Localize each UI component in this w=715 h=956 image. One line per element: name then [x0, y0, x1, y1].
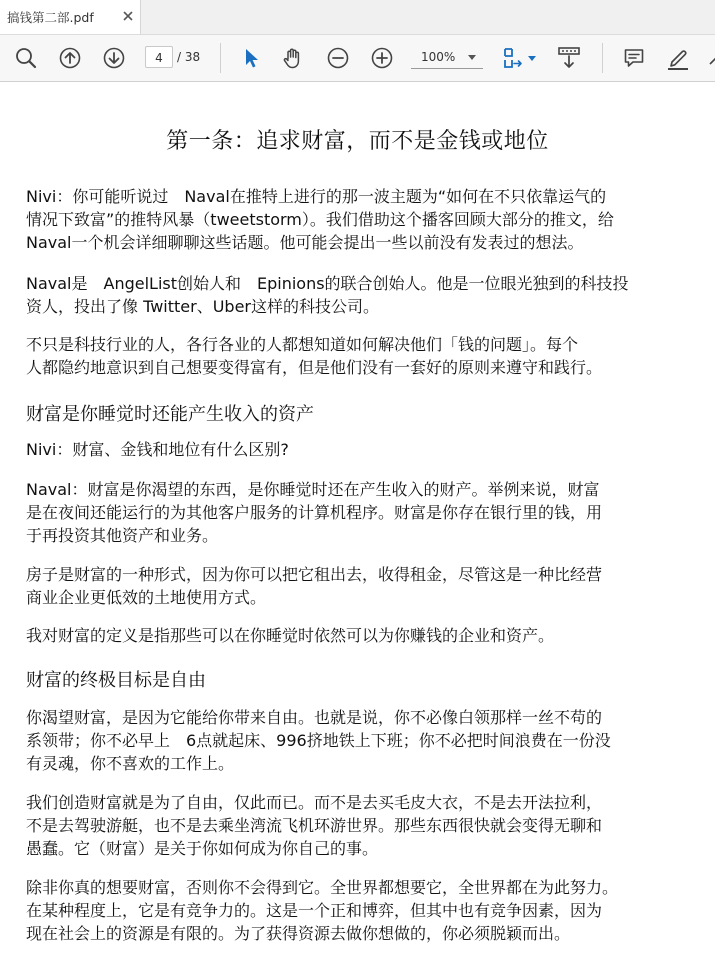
page-up-icon	[58, 46, 82, 70]
text-line: 你渴望财富，是因为它能给你带来自由。也就是说，你不必像白领那样一丝不苟的	[26, 708, 603, 727]
paragraph	[26, 333, 694, 379]
page-title: 第一条：追求财富，而不是金钱或地位	[166, 129, 549, 154]
chevron-down-icon	[468, 55, 476, 60]
text-line: 有灵魂，你不喜欢的工作上。	[26, 754, 235, 773]
close-tab-button[interactable]	[120, 8, 136, 24]
text-line: Naval：财富是你渴望的东西，是你睡觉时还在产生收入的财产。举例来说，财富	[26, 480, 600, 499]
select-pointer-icon	[239, 46, 263, 70]
close-icon	[120, 8, 136, 24]
text-line: 愚蠢。它（财富）是关于你如何成为你自己的事。	[26, 839, 379, 858]
hand-tool-icon	[281, 46, 305, 70]
paragraph	[26, 438, 694, 461]
text-line: 除非你真的想要财富，否则你不会得到它。全世界都想要它，全世界都在为此努力。	[26, 878, 619, 897]
text-line: 资人，投出了像 Twitter、Uber这样的科技公司。	[26, 297, 380, 316]
text-line: Naval是 AngelList创始人和 Epinions的联合创始人。他是一位眼光独到的科技投	[26, 274, 629, 293]
select-tool-button[interactable]	[238, 45, 264, 71]
text-line: Nivi：你可能听说过 Naval在推特上进行的那一波主题为“如何在不只依靠运气的	[26, 187, 607, 206]
scroll-mode-icon	[556, 45, 582, 71]
text-line: Naval一个机会详细聊聊这些话题。他可能会提出一些以前没有发表过的想法。	[26, 233, 584, 252]
toolbar-divider	[220, 43, 221, 73]
paragraph	[26, 185, 694, 254]
page-down-icon	[102, 46, 126, 70]
text-line: 情况下致富”的推特风暴（tweetstorm）。我们借助这个播客回顾大部分的推文，给	[26, 210, 614, 229]
text-line: 不只是科技行业的人，各行各业的人都想知道如何解决他们「钱的问题」。每个	[26, 335, 579, 354]
text-line: 人都隐约地意识到自己想要变得富有，但是他们没有一套好的原则来遵守和践行。	[26, 358, 603, 377]
text-line: 房子是财富的一种形式，因为你可以把它租出去，收得租金，尽管这是一种比经营	[26, 565, 603, 584]
previous-page-button[interactable]	[57, 45, 83, 71]
text-line: 我们创造财富就是为了自由，仅此而已。而不是去买毛皮大衣，不是去开法拉利，	[26, 793, 603, 812]
paragraph	[26, 478, 694, 547]
paragraph	[26, 272, 694, 318]
text-line: 在某种程度上，它是有竞争力的。这是一个正和博弈，但其中也有竞争因素，因为	[26, 901, 603, 920]
next-page-button[interactable]	[101, 45, 127, 71]
zoom-level-select[interactable]	[411, 46, 483, 69]
zoom-tool-button[interactable]	[13, 45, 39, 71]
comment-button[interactable]	[621, 45, 647, 71]
text-line: 我对财富的定义是指那些可以在你睡觉时依然可以为你赚钱的企业和资产。	[26, 626, 555, 645]
page-total: / 38	[177, 50, 201, 64]
paragraph	[26, 876, 694, 945]
zoom-in-button[interactable]	[369, 45, 395, 71]
paragraph	[26, 791, 694, 860]
highlight-button[interactable]	[665, 45, 691, 71]
scrolling-mode-button[interactable]	[556, 45, 582, 71]
zoom-tool-icon	[14, 46, 38, 70]
text-line: 现在社会上的资源是有限的。为了获得资源去做你想做的，你必须脱颖而出。	[26, 924, 571, 943]
zoom-value: 100%	[421, 50, 456, 64]
paragraph	[26, 563, 694, 609]
text-line: Nivi：财富、金钱和地位有什么区别?	[26, 440, 289, 459]
text-line: 商业企业更低效的土地使用方式。	[26, 588, 267, 607]
sign-icon	[706, 46, 715, 70]
sign-button[interactable]	[705, 45, 715, 71]
hand-tool-button[interactable]	[280, 45, 306, 71]
fit-page-dropdown-icon[interactable]	[528, 56, 536, 61]
zoom-out-button[interactable]	[325, 45, 351, 71]
text-line: 不是去驾驶游艇，也不是去乘坐湾流飞机环游世界。那些东西很快就会变得无聊和	[26, 816, 603, 835]
fit-page-icon	[500, 45, 526, 71]
viewer-toolbar	[0, 35, 715, 82]
pdf-page	[0, 82, 715, 956]
section-heading: 财富的终极目标是自由	[26, 670, 206, 691]
comment-icon	[622, 46, 646, 70]
page-number-input[interactable]: 4	[145, 46, 173, 68]
document-tab[interactable]	[0, 0, 141, 34]
paragraph	[26, 624, 694, 647]
text-line: 系领带；你不必早上 6点就起床、996挤地铁上下班；你不必把时间浪费在一份没	[26, 731, 611, 750]
zoom-in-icon	[370, 46, 394, 70]
toolbar-divider	[602, 43, 603, 73]
tab-title: 搞钱第二部.pdf	[7, 10, 94, 25]
fit-page-button[interactable]	[500, 45, 526, 71]
zoom-out-icon	[326, 46, 350, 70]
section-heading: 财富是你睡觉时还能产生收入的资产	[26, 404, 314, 425]
text-line: 是在夜间还能运行的为其他客户服务的计算机程序。财富是你存在银行里的钱，用	[26, 503, 603, 522]
highlight-pen-icon	[665, 45, 691, 71]
paragraph	[26, 706, 694, 775]
tab-bar	[0, 0, 715, 35]
text-line: 于再投资其他资产和业务。	[26, 526, 219, 545]
